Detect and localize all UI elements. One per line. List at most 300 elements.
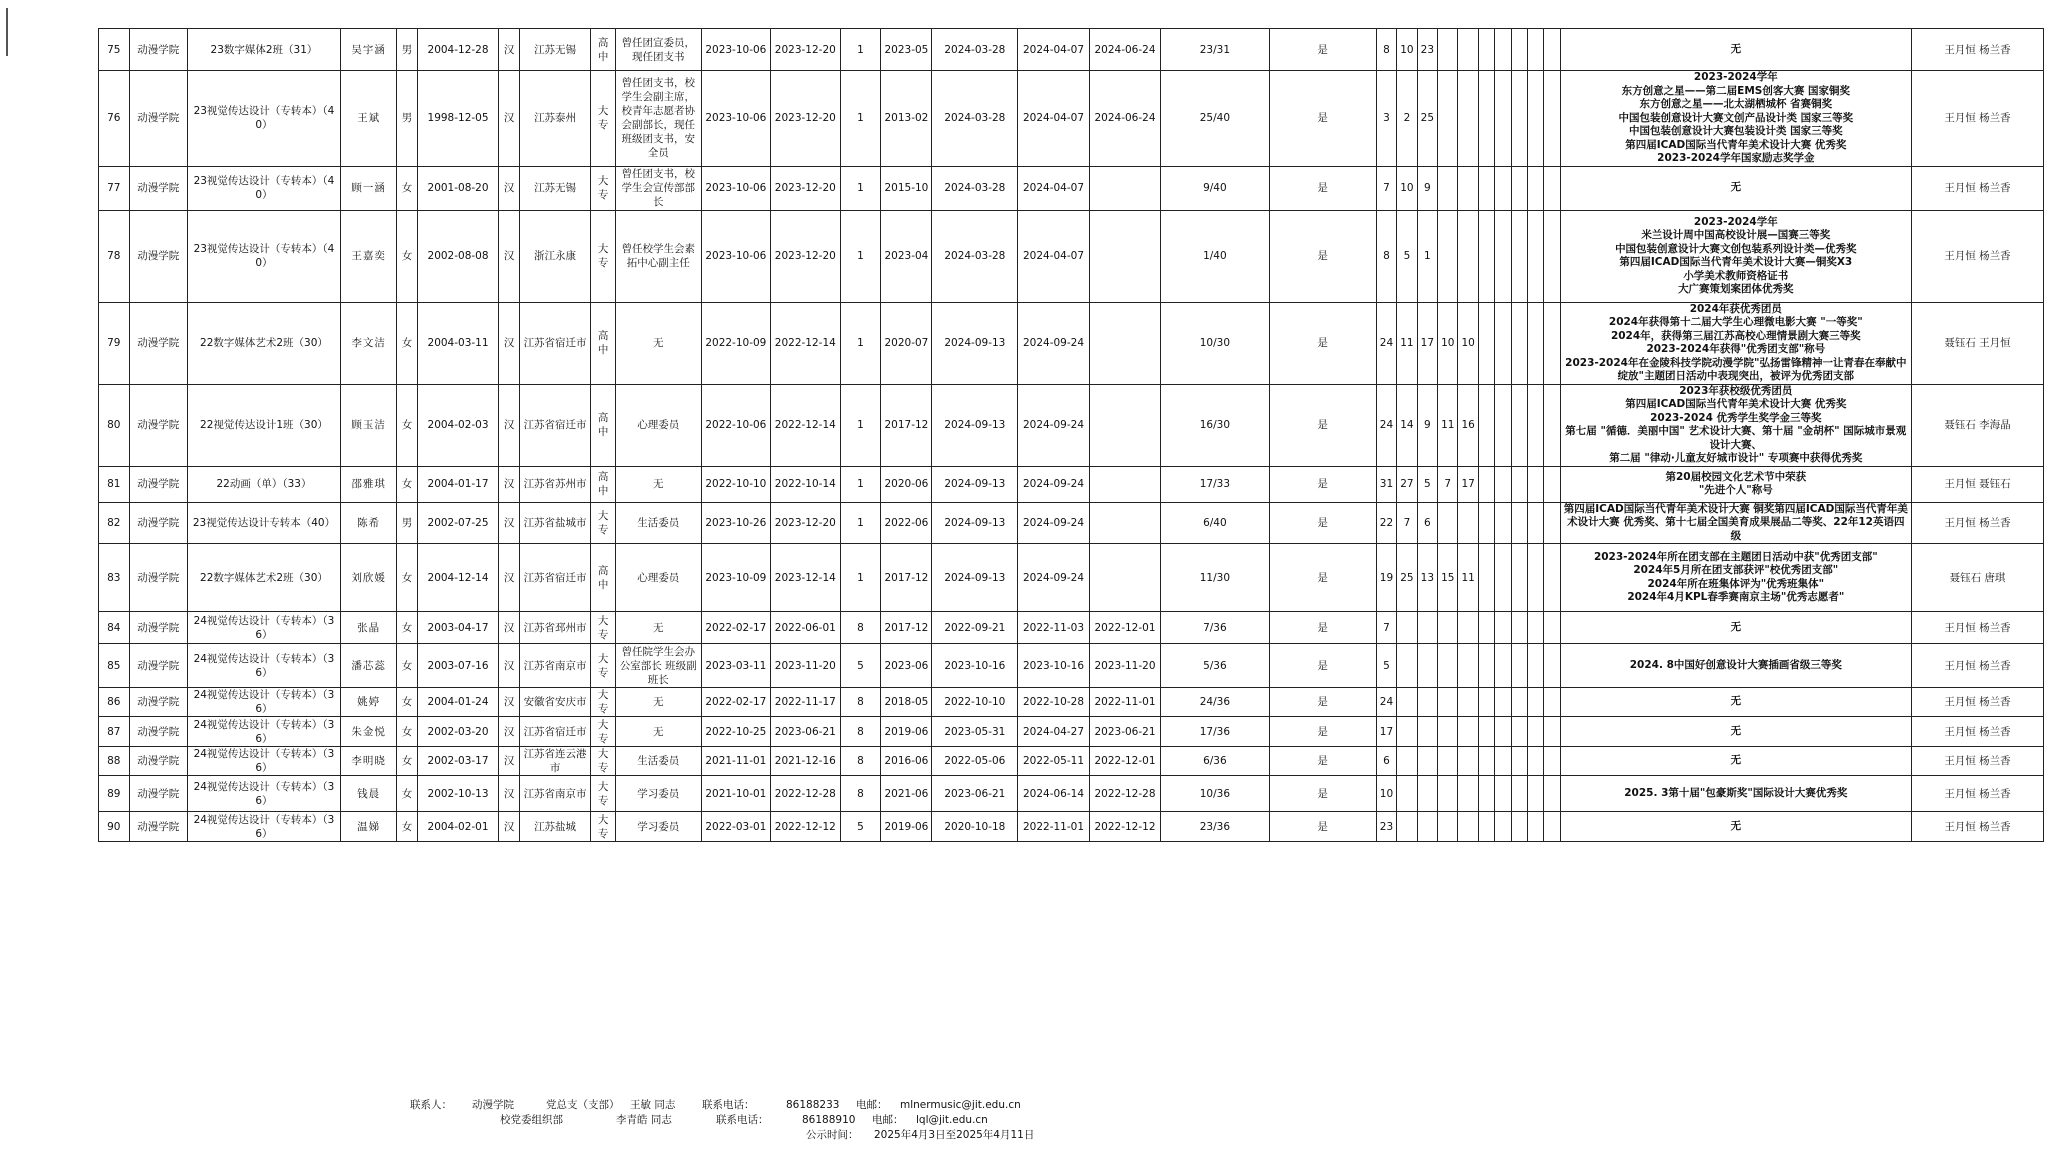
awards-cell: 2023-2024学年 东方创意之星——第二届EMS创客大赛 国家铜奖 东方创意之星——北太湖栖城杯 省赛铜奖 中国包装创意设计大赛文创产品设计类 国家三等奖 中国包装创意设计大赛包装设计类 国家三等奖 第四届ICAD国际当代青年美术设计大赛 优秀奖 2023-2024学年国家励志奖学金: [1560, 71, 1911, 167]
date-4: 2024-03-28: [932, 166, 1018, 210]
score-s2: 10: [1397, 29, 1417, 71]
contact-cell: 王月恒 杨兰香: [1912, 717, 2044, 747]
score-s4: [1438, 210, 1458, 302]
rank-cell: 6/40: [1161, 502, 1269, 544]
score-s2: [1397, 644, 1417, 688]
college-cell: 动漫学院: [129, 502, 187, 544]
date-2: 2023-06-21: [771, 717, 840, 747]
score-s2: 27: [1397, 466, 1417, 502]
ethnicity-cell: 汉: [499, 302, 519, 384]
date-4: 2024-09-13: [932, 544, 1018, 612]
score-s9: [1527, 29, 1543, 71]
gender-cell: 女: [397, 166, 417, 210]
education-cell: 高中: [591, 544, 616, 612]
score-s2: 14: [1397, 384, 1417, 466]
contact-label: 联系人：: [410, 1099, 452, 1111]
education-cell: 大专: [591, 71, 616, 167]
score-s7: [1495, 29, 1511, 71]
date-5: 2022-11-01: [1018, 812, 1090, 842]
score-s9: [1527, 717, 1543, 747]
table-row: [99, 776, 2044, 812]
footer-phone-label: 联系电话：: [702, 1099, 755, 1111]
count-cell: 1: [840, 302, 881, 384]
contact-cell: 王月恒 杨兰香: [1912, 71, 2044, 167]
footer-email-label2: 电邮：: [872, 1114, 904, 1126]
ethnicity-cell: 汉: [499, 502, 519, 544]
role-cell: 学习委员: [615, 776, 701, 812]
score-s9: [1527, 210, 1543, 302]
margin-mark: [6, 8, 8, 56]
rank-cell: 7/36: [1161, 612, 1269, 644]
contact-cell: 王月恒 杨兰香: [1912, 747, 2044, 776]
score-s4: 11: [1438, 384, 1458, 466]
score-s6: [1478, 776, 1494, 812]
score-s1: 8: [1376, 29, 1396, 71]
qualified-cell: 是: [1269, 812, 1376, 842]
class-cell: 23视觉传达设计（专转本）（40）: [187, 71, 340, 167]
score-s8: [1511, 29, 1527, 71]
birth-date: 2003-04-17: [417, 612, 499, 644]
awards-cell: 第20届校园文化艺术节中荣获 "先进个人"称号: [1560, 466, 1911, 502]
class-cell: 24视觉传达设计（专转本）（36）: [187, 688, 340, 717]
awards-cell: 无: [1560, 812, 1911, 842]
education-cell: 大专: [591, 812, 616, 842]
birth-date: 2002-10-13: [417, 776, 499, 812]
gender-cell: 女: [397, 747, 417, 776]
score-s3: 1: [1417, 210, 1437, 302]
college-cell: 动漫学院: [129, 302, 187, 384]
student-name: 温娣: [341, 812, 397, 842]
score-s2: 10: [1397, 166, 1417, 210]
score-s10: [1544, 302, 1560, 384]
college-cell: 动漫学院: [129, 166, 187, 210]
score-s3: 17: [1417, 302, 1437, 384]
rank-cell: 11/30: [1161, 544, 1269, 612]
date-3: 2023-05: [881, 29, 932, 71]
birth-date: 2004-01-24: [417, 688, 499, 717]
ethnicity-cell: 汉: [499, 776, 519, 812]
gender-cell: 女: [397, 384, 417, 466]
footer-person1: 王敏 同志: [630, 1099, 676, 1111]
awards-cell: 2024. 8中国好创意设计大赛插画省级三等奖: [1560, 644, 1911, 688]
birth-date: 2003-07-16: [417, 644, 499, 688]
awards-cell: 无: [1560, 612, 1911, 644]
row-number: 80: [99, 384, 130, 466]
count-cell: 1: [840, 466, 881, 502]
score-s7: [1495, 812, 1511, 842]
date-6: [1089, 166, 1161, 210]
score-s5: 11: [1458, 544, 1478, 612]
date-6: [1089, 302, 1161, 384]
score-s10: [1544, 717, 1560, 747]
date-1: 2022-02-17: [701, 688, 770, 717]
score-s3: [1417, 747, 1437, 776]
score-s4: 7: [1438, 466, 1458, 502]
date-3: 2017-12: [881, 384, 932, 466]
footer-line-3: [410, 1128, 1610, 1143]
awards-cell: 无: [1560, 747, 1911, 776]
date-1: 2023-10-06: [701, 29, 770, 71]
score-s8: [1511, 688, 1527, 717]
rank-cell: 10/30: [1161, 302, 1269, 384]
score-s2: [1397, 812, 1417, 842]
score-s1: 6: [1376, 747, 1396, 776]
awards-cell: 无: [1560, 166, 1911, 210]
date-3: 2019-06: [881, 717, 932, 747]
gender-cell: 女: [397, 466, 417, 502]
student-name: 刘欣媛: [341, 544, 397, 612]
footer-college: 动漫学院: [472, 1099, 514, 1111]
date-2: 2022-10-14: [771, 466, 840, 502]
score-s8: [1511, 612, 1527, 644]
rank-cell: 1/40: [1161, 210, 1269, 302]
score-s8: [1511, 717, 1527, 747]
origin-cell: 江苏省邳州市: [519, 612, 591, 644]
date-5: 2024-06-14: [1018, 776, 1090, 812]
college-cell: 动漫学院: [129, 644, 187, 688]
score-s6: [1478, 688, 1494, 717]
date-2: 2022-12-28: [771, 776, 840, 812]
score-s8: [1511, 502, 1527, 544]
table-row: [99, 644, 2044, 688]
origin-cell: 江苏省南京市: [519, 776, 591, 812]
student-name: 姚婷: [341, 688, 397, 717]
education-cell: 大专: [591, 776, 616, 812]
date-6: 2024-06-24: [1089, 29, 1161, 71]
awards-cell: 第四届ICAD国际当代青年美术设计大赛 铜奖第四届ICAD国际当代青年美术设计大赛 优秀奖、第十七届全国美育成果展品二等奖、22年12英语四级: [1560, 502, 1911, 544]
score-s6: [1478, 717, 1494, 747]
count-cell: 1: [840, 71, 881, 167]
date-1: 2021-11-01: [701, 747, 770, 776]
score-s5: [1458, 166, 1478, 210]
score-s4: [1438, 776, 1458, 812]
score-s5: [1458, 210, 1478, 302]
score-s3: 25: [1417, 71, 1437, 167]
score-s1: 23: [1376, 812, 1396, 842]
date-2: 2022-11-17: [771, 688, 840, 717]
date-3: 2020-07: [881, 302, 932, 384]
rank-cell: 25/40: [1161, 71, 1269, 167]
score-s3: [1417, 688, 1437, 717]
contact-cell: 王月恒 杨兰香: [1912, 502, 2044, 544]
date-3: 2020-06: [881, 466, 932, 502]
student-name: 陈希: [341, 502, 397, 544]
date-2: 2023-12-20: [771, 502, 840, 544]
score-s10: [1544, 812, 1560, 842]
table-row: [99, 29, 2044, 71]
score-s9: [1527, 166, 1543, 210]
footer-person2: 李青皓 同志: [616, 1114, 672, 1126]
score-s9: [1527, 688, 1543, 717]
college-cell: 动漫学院: [129, 210, 187, 302]
origin-cell: 江苏省宿迁市: [519, 544, 591, 612]
awards-cell: 2025. 3第十届"包豪斯奖"国际设计大赛优秀奖: [1560, 776, 1911, 812]
score-s7: [1495, 717, 1511, 747]
score-s9: [1527, 812, 1543, 842]
score-s5: 10: [1458, 302, 1478, 384]
score-s5: [1458, 29, 1478, 71]
footer-period-label: 公示时间：: [806, 1129, 859, 1141]
college-cell: 动漫学院: [129, 776, 187, 812]
footer-email2: lql@jit.edu.cn: [916, 1114, 988, 1126]
college-cell: 动漫学院: [129, 466, 187, 502]
education-cell: 大专: [591, 717, 616, 747]
awards-cell: 2023-2024学年 米兰设计周中国高校设计展—国赛三等奖 中国包装创意设计大赛文创包装系列设计类—优秀奖 第四届ICAD国际当代青年美术设计大赛—铜奖X3 小学美术教师资格证书 大广赛策划案团体优秀奖: [1560, 210, 1911, 302]
row-number: 90: [99, 812, 130, 842]
contact-cell: 王月恒 杨兰香: [1912, 688, 2044, 717]
score-s1: 22: [1376, 502, 1396, 544]
role-cell: 无: [615, 302, 701, 384]
date-4: 2023-06-21: [932, 776, 1018, 812]
date-1: 2023-03-11: [701, 644, 770, 688]
date-5: 2024-09-24: [1018, 502, 1090, 544]
table-row: [99, 717, 2044, 747]
score-s2: 2: [1397, 71, 1417, 167]
class-cell: 23视觉传达设计专转本（40）: [187, 502, 340, 544]
score-s9: [1527, 644, 1543, 688]
gender-cell: 女: [397, 812, 417, 842]
date-5: 2024-09-24: [1018, 384, 1090, 466]
origin-cell: 江苏省宿迁市: [519, 302, 591, 384]
score-s7: [1495, 466, 1511, 502]
count-cell: 5: [840, 644, 881, 688]
date-4: 2020-10-18: [932, 812, 1018, 842]
student-name: 李明晓: [341, 747, 397, 776]
table-row: [99, 812, 2044, 842]
roster-table: [98, 28, 2044, 842]
score-s1: 24: [1376, 384, 1396, 466]
score-s3: 9: [1417, 384, 1437, 466]
gender-cell: 女: [397, 776, 417, 812]
date-4: 2024-09-13: [932, 384, 1018, 466]
student-name: 顾一涵: [341, 166, 397, 210]
row-number: 89: [99, 776, 130, 812]
score-s6: [1478, 29, 1494, 71]
birth-date: 2001-08-20: [417, 166, 499, 210]
ethnicity-cell: 汉: [499, 747, 519, 776]
score-s10: [1544, 612, 1560, 644]
row-number: 82: [99, 502, 130, 544]
score-s1: 24: [1376, 302, 1396, 384]
origin-cell: 江苏盐城: [519, 812, 591, 842]
count-cell: 5: [840, 812, 881, 842]
origin-cell: 江苏省连云港市: [519, 747, 591, 776]
date-6: [1089, 502, 1161, 544]
education-cell: 高中: [591, 384, 616, 466]
ethnicity-cell: 汉: [499, 812, 519, 842]
score-s6: [1478, 71, 1494, 167]
date-2: 2023-12-20: [771, 166, 840, 210]
rank-cell: 16/30: [1161, 384, 1269, 466]
contact-cell: 王月恒 杨兰香: [1912, 166, 2044, 210]
score-s7: [1495, 302, 1511, 384]
footer-email1: mlnermusic@jit.edu.cn: [900, 1099, 1021, 1111]
count-cell: 1: [840, 210, 881, 302]
qualified-cell: 是: [1269, 166, 1376, 210]
birth-date: 2004-01-17: [417, 466, 499, 502]
class-cell: 24视觉传达设计（专转本）（36）: [187, 812, 340, 842]
gender-cell: 女: [397, 688, 417, 717]
college-cell: 动漫学院: [129, 71, 187, 167]
date-6: 2024-06-24: [1089, 71, 1161, 167]
qualified-cell: 是: [1269, 71, 1376, 167]
score-s5: [1458, 688, 1478, 717]
score-s3: [1417, 644, 1437, 688]
score-s3: 23: [1417, 29, 1437, 71]
score-s1: 24: [1376, 688, 1396, 717]
score-s6: [1478, 166, 1494, 210]
ethnicity-cell: 汉: [499, 717, 519, 747]
score-s10: [1544, 210, 1560, 302]
gender-cell: 男: [397, 502, 417, 544]
table-row: [99, 302, 2044, 384]
score-s2: 5: [1397, 210, 1417, 302]
score-s7: [1495, 544, 1511, 612]
score-s2: 7: [1397, 502, 1417, 544]
score-s9: [1527, 747, 1543, 776]
date-2: 2021-12-16: [771, 747, 840, 776]
score-s1: 7: [1376, 612, 1396, 644]
score-s4: 10: [1438, 302, 1458, 384]
awards-cell: 无: [1560, 29, 1911, 71]
score-s7: [1495, 776, 1511, 812]
count-cell: 8: [840, 612, 881, 644]
college-cell: 动漫学院: [129, 812, 187, 842]
score-s5: [1458, 644, 1478, 688]
table-row: [99, 384, 2044, 466]
count-cell: 8: [840, 747, 881, 776]
origin-cell: 安徽省安庆市: [519, 688, 591, 717]
date-6: [1089, 544, 1161, 612]
score-s10: [1544, 502, 1560, 544]
role-cell: 无: [615, 688, 701, 717]
contact-cell: 王月恒 杨兰香: [1912, 812, 2044, 842]
awards-cell: 2024年获优秀团员 2024年获得第十二届大学生心理微电影大赛 "一等奖" 2024年，获得第三届江苏高校心理情景剧大赛三等奖 2023-2024年获得"优秀团支部"称号 2023-2024年在金陵科技学院动漫学院"弘扬雷锋精神一让青春在奉献中绽放"主题团日活动中表现突出，被评为优秀团支部: [1560, 302, 1911, 384]
date-6: [1089, 466, 1161, 502]
score-s5: 17: [1458, 466, 1478, 502]
role-cell: 曾任校学生会素拓中心副主任: [615, 210, 701, 302]
count-cell: 8: [840, 717, 881, 747]
gender-cell: 女: [397, 544, 417, 612]
contact-cell: 王月恒 杨兰香: [1912, 776, 2044, 812]
row-number: 76: [99, 71, 130, 167]
student-name: 钱晨: [341, 776, 397, 812]
score-s6: [1478, 210, 1494, 302]
roster-body: [99, 29, 2044, 842]
contact-cell: 聂钰石 唐琪: [1912, 544, 2044, 612]
score-s10: [1544, 644, 1560, 688]
count-cell: 8: [840, 776, 881, 812]
footer-line-1: [410, 1098, 1610, 1113]
birth-date: 2002-08-08: [417, 210, 499, 302]
score-s1: 10: [1376, 776, 1396, 812]
role-cell: 生活委员: [615, 747, 701, 776]
date-5: 2024-04-07: [1018, 166, 1090, 210]
score-s3: 13: [1417, 544, 1437, 612]
table-row: [99, 71, 2044, 167]
score-s10: [1544, 384, 1560, 466]
student-name: 李文洁: [341, 302, 397, 384]
score-s3: [1417, 776, 1437, 812]
score-s8: [1511, 747, 1527, 776]
date-4: 2022-05-06: [932, 747, 1018, 776]
qualified-cell: 是: [1269, 466, 1376, 502]
qualified-cell: 是: [1269, 210, 1376, 302]
table-row: [99, 502, 2044, 544]
row-number: 77: [99, 166, 130, 210]
score-s8: [1511, 812, 1527, 842]
student-name: 顾玉洁: [341, 384, 397, 466]
score-s8: [1511, 644, 1527, 688]
score-s3: 6: [1417, 502, 1437, 544]
date-3: 2023-04: [881, 210, 932, 302]
score-s4: [1438, 166, 1458, 210]
score-s4: [1438, 717, 1458, 747]
awards-cell: 2023年获校级优秀团员 第四届ICAD国际当代青年美术设计大赛 优秀奖 2023-2024 优秀学生奖学金三等奖 第七届 "循德．美丽中国" 艺术设计大赛、第十届 "金胡杯" 国际城市景观设计大赛、 第二届 "律动·儿童友好城市设计" 专项赛中获得优秀奖: [1560, 384, 1911, 466]
origin-cell: 江苏无锡: [519, 29, 591, 71]
row-number: 79: [99, 302, 130, 384]
rank-cell: 17/33: [1161, 466, 1269, 502]
college-cell: 动漫学院: [129, 612, 187, 644]
class-cell: 24视觉传达设计（专转本）（36）: [187, 747, 340, 776]
gender-cell: 女: [397, 210, 417, 302]
count-cell: 1: [840, 502, 881, 544]
class-cell: 22数字媒体艺术2班（30）: [187, 302, 340, 384]
qualified-cell: 是: [1269, 644, 1376, 688]
score-s5: [1458, 502, 1478, 544]
score-s8: [1511, 166, 1527, 210]
date-3: 2023-06: [881, 644, 932, 688]
date-4: 2024-03-28: [932, 210, 1018, 302]
date-1: 2022-03-01: [701, 812, 770, 842]
student-name: 邵雅琪: [341, 466, 397, 502]
score-s9: [1527, 544, 1543, 612]
ethnicity-cell: 汉: [499, 384, 519, 466]
education-cell: 高中: [591, 302, 616, 384]
score-s1: 3: [1376, 71, 1396, 167]
class-cell: 24视觉传达设计（专转本）（36）: [187, 644, 340, 688]
student-name: 王嘉奕: [341, 210, 397, 302]
date-1: 2023-10-09: [701, 544, 770, 612]
birth-date: 2004-03-11: [417, 302, 499, 384]
score-s1: 31: [1376, 466, 1396, 502]
count-cell: 1: [840, 166, 881, 210]
gender-cell: 女: [397, 717, 417, 747]
birth-date: 2004-12-28: [417, 29, 499, 71]
score-s9: [1527, 612, 1543, 644]
contact-cell: 王月恒 杨兰香: [1912, 210, 2044, 302]
score-s9: [1527, 71, 1543, 167]
education-cell: 大专: [591, 210, 616, 302]
rank-cell: 10/36: [1161, 776, 1269, 812]
class-cell: 23视觉传达设计（专转本）（40）: [187, 210, 340, 302]
score-s7: [1495, 644, 1511, 688]
date-5: 2024-04-07: [1018, 210, 1090, 302]
row-number: 88: [99, 747, 130, 776]
origin-cell: 江苏省宿迁市: [519, 384, 591, 466]
score-s5: [1458, 71, 1478, 167]
footer-phone-label2: 联系电话：: [716, 1114, 769, 1126]
footer-branch: 党总支（支部）: [546, 1099, 620, 1111]
date-6: [1089, 210, 1161, 302]
rank-cell: 17/36: [1161, 717, 1269, 747]
footer: [410, 1098, 1610, 1143]
class-cell: 24视觉传达设计（专转本）（36）: [187, 776, 340, 812]
score-s6: [1478, 302, 1494, 384]
date-2: 2022-12-14: [771, 384, 840, 466]
ethnicity-cell: 汉: [499, 544, 519, 612]
ethnicity-cell: 汉: [499, 644, 519, 688]
